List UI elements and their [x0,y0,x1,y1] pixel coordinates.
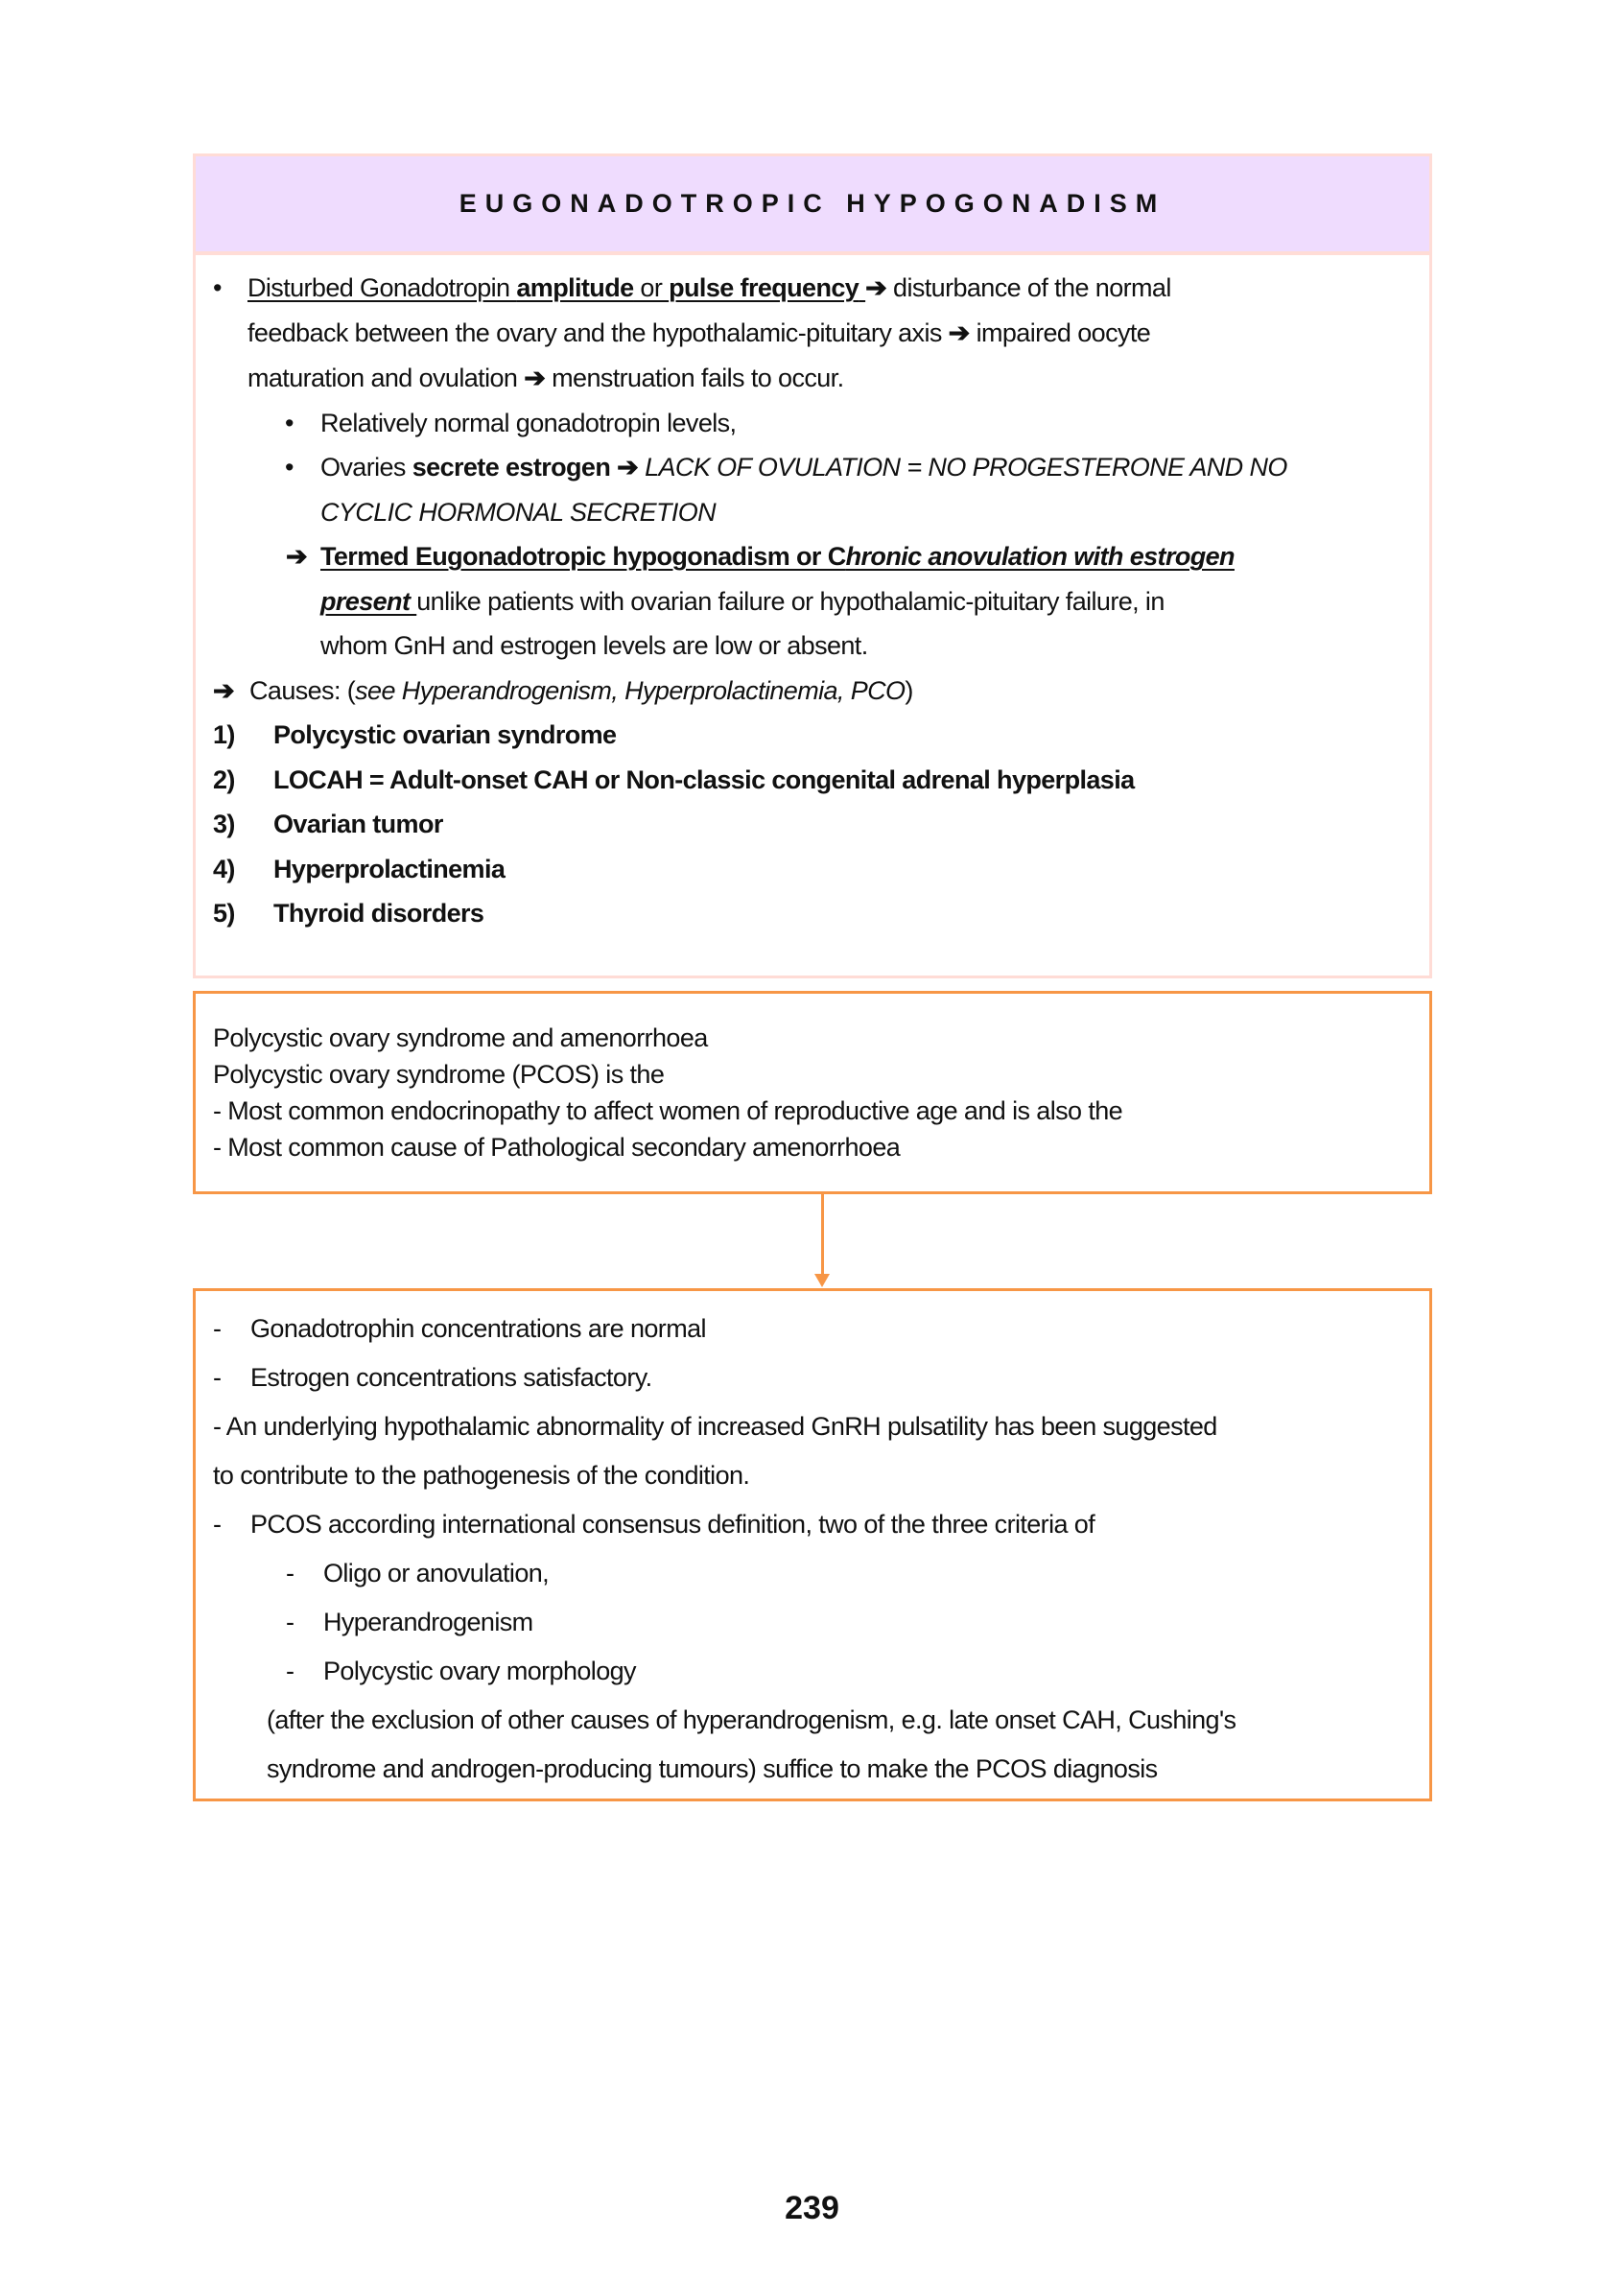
text-line: whom GnH and estrogen levels are low or absent. [320,631,868,660]
text-line: present unlike patients with ovarian failure or hypothalamic-pituitary failure, in [320,587,1165,616]
text-line: maturation and ovulation ➔ menstruation fails to occur. [247,364,844,392]
list-number: 1) [213,720,235,749]
text-line: syndrome and androgen-producing tumours) suffice to make the PCOS diagnosis [267,1754,1158,1783]
flow-connector-line [821,1194,824,1276]
list-item: Ovarian tumor [273,810,443,838]
dash-bullet: - [213,1314,222,1343]
dash-bullet: - [213,1363,222,1392]
list-number: 5) [213,899,235,928]
text-line: Termed Eugonadotropic hypogonadism or Chronic anovulation with estrogen [320,542,1235,571]
text-line: to contribute to the pathogenesis of the condition. [213,1461,750,1490]
section-title: EUGONADOTROPIC HYPOGONADISM [459,189,1166,218]
dash-bullet: - [286,1608,294,1636]
dash-bullet: - [286,1657,294,1685]
section-header [196,156,1429,255]
criteria-item: Polycystic ovary morphology [323,1657,636,1685]
text-line: - An underlying hypothalamic abnormality of increased GnRH pulsatility has been suggested [213,1412,1217,1441]
text-line: Polycystic ovary syndrome (PCOS) is the [213,1060,665,1089]
text-line: PCOS according international consensus definition, two of the three criteria of [250,1510,1095,1539]
text-line: Polycystic ovary syndrome and amenorrhoea [213,1023,708,1052]
text-line: - Most common endocrinopathy to affect women of reproductive age and is also the [213,1096,1123,1125]
text-line: Disturbed Gonadotropin amplitude or pulse frequency ➔ disturbance of the normal [247,273,1171,302]
text-line: Estrogen concentrations satisfactory. [250,1363,652,1392]
text-line: (after the exclusion of other causes of hyperandrogenism, e.g. late onset CAH, Cushing's [267,1705,1236,1734]
list-number: 4) [213,855,235,883]
causes-line: Causes: (see Hyperandrogenism, Hyperprolactinemia, PCO) [249,676,913,705]
text-line: Gonadotrophin concentrations are normal [250,1314,706,1343]
page-number: 239 [785,2190,839,2226]
arrow-right-icon: ➔ [948,318,970,347]
bullet-icon: • [285,409,294,437]
text-line: - Most common cause of Pathological secondary amenorrhoea [213,1133,901,1162]
list-item: Hyperprolactinemia [273,855,506,883]
list-item: LOCAH = Adult-onset CAH or Non-classic congenital adrenal hyperplasia [273,765,1135,794]
criteria-item: Oligo or anovulation, [323,1559,550,1587]
criteria-item: Hyperandrogenism [323,1608,533,1636]
text-line: CYCLIC HORMONAL SECRETION [320,498,717,527]
arrow-right-icon: ➔ [213,676,235,705]
arrow-down-icon [814,1274,830,1287]
dash-bullet: - [286,1559,294,1587]
list-item: Polycystic ovarian syndrome [273,720,617,749]
arrow-right-icon: ➔ [524,364,546,392]
dash-bullet: - [213,1510,222,1539]
list-number: 3) [213,810,235,838]
bullet-icon: • [213,273,222,302]
text-line: Ovaries secrete estrogen ➔ LACK OF OVULATION = NO PROGESTERONE AND NO [320,453,1287,482]
list-number: 2) [213,765,235,794]
bullet-icon: • [285,453,294,482]
arrow-right-icon: ➔ [865,273,887,302]
arrow-right-icon: ➔ [617,453,639,482]
list-item: Thyroid disorders [273,899,484,928]
text-line: Relatively normal gonadotropin levels, [320,409,737,437]
text-line: feedback between the ovary and the hypothalamic-pituitary axis ➔ impaired oocyte [247,318,1151,347]
arrow-right-icon: ➔ [286,542,308,571]
